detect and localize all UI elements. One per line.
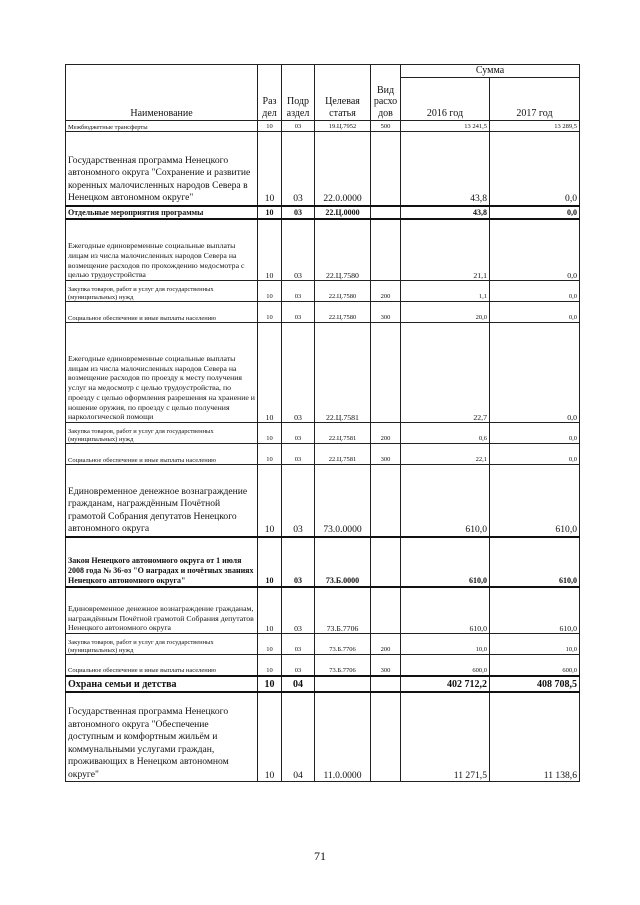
- row-podrazdel: 03: [282, 302, 315, 323]
- row-2016: 13 241,5: [401, 121, 490, 132]
- row-celevaya: 22.Ц.7581: [315, 444, 371, 465]
- row-podrazdel: 03: [282, 634, 315, 655]
- row-celevaya: 73.Б.7706: [315, 655, 371, 676]
- row-celevaya: 22.Ц.7580: [315, 281, 371, 302]
- row-vid: 200: [371, 634, 401, 655]
- row-2017: 408 708,5: [490, 676, 580, 692]
- row-2017: 600,0: [490, 655, 580, 676]
- row-razdel: 10: [258, 587, 282, 634]
- row-name: Государственная программа Ненецкого автономного округа "Обеспечение доступным и комфортным жильём и коммунальными услугами граждан, проживающих в Ненецком автономном округе": [66, 692, 258, 782]
- table-row: [66, 219, 580, 281]
- row-2016: 22,7: [401, 323, 490, 423]
- table-row: [66, 423, 580, 444]
- row-2016: 610,0: [401, 587, 490, 634]
- row-podrazdel: 04: [282, 676, 315, 692]
- header-celevaya: Целевая статья: [315, 65, 371, 121]
- row-2016: 0,6: [401, 423, 490, 444]
- row-2016: 610,0: [401, 537, 490, 587]
- row-podrazdel: 03: [282, 465, 315, 537]
- row-vid: [371, 676, 401, 692]
- row-vid: 200: [371, 281, 401, 302]
- row-vid: 500: [371, 121, 401, 132]
- header-2016: 2016 год: [401, 78, 490, 121]
- table-row: [66, 692, 580, 782]
- row-celevaya: 19.Ц.7952: [315, 121, 371, 132]
- row-name: Ежегодные единовременные социальные выплаты лицам из числа малочисленных народов Севера на возмещение расходов по проезду к месту получения услуг на медосмотр с целью трудоустройства, по проезду с целью оформления разрешения на хранение и ношение оружия, по проезду с целью получения наркологической помощи: [66, 323, 258, 423]
- row-vid: 200: [371, 423, 401, 444]
- row-razdel: 10: [258, 444, 282, 465]
- row-celevaya: 73.Б.0000: [315, 537, 371, 587]
- table-row: [66, 655, 580, 676]
- row-podrazdel: 03: [282, 323, 315, 423]
- row-podrazdel: 04: [282, 692, 315, 782]
- row-2017: 610,0: [490, 465, 580, 537]
- row-razdel: 10: [258, 676, 282, 692]
- header-summa: Сумма: [401, 65, 580, 78]
- row-celevaya: 73.0.0000: [315, 465, 371, 537]
- row-celevaya: 22.Ц.7581: [315, 323, 371, 423]
- row-vid: [371, 465, 401, 537]
- row-podrazdel: 03: [282, 219, 315, 281]
- table-row: [66, 281, 580, 302]
- row-celevaya: 22.Ц.0000: [315, 206, 371, 219]
- row-razdel: 10: [258, 634, 282, 655]
- row-celevaya: 73.Б.7706: [315, 587, 371, 634]
- row-razdel: 10: [258, 281, 282, 302]
- row-celevaya: [315, 676, 371, 692]
- row-name: Закупка товаров, работ и услуг для государственных (муниципальных) нужд: [66, 634, 258, 655]
- row-razdel: 10: [258, 537, 282, 587]
- header-razdel: Раз дел: [258, 65, 282, 121]
- row-celevaya: 22.Ц.7581: [315, 423, 371, 444]
- row-name: Закупка товаров, работ и услуг для государственных (муниципальных) нужд: [66, 281, 258, 302]
- row-2017: 610,0: [490, 537, 580, 587]
- row-2017: 0,0: [490, 219, 580, 281]
- row-2017: 0,0: [490, 206, 580, 219]
- row-name: Межбюджетные трансферты: [66, 121, 258, 132]
- row-celevaya: 22.Ц.7580: [315, 302, 371, 323]
- row-podrazdel: 03: [282, 206, 315, 219]
- row-razdel: 10: [258, 132, 282, 206]
- row-2017: 13 289,5: [490, 121, 580, 132]
- row-celevaya: 73.Б.7706: [315, 634, 371, 655]
- row-podrazdel: 03: [282, 537, 315, 587]
- row-2016: 43,8: [401, 206, 490, 219]
- row-name: Ежегодные единовременные социальные выплаты лицам из числа малочисленных народов Севера на возмещение расходов по прохождению медосмотра с целью трудоустройства: [66, 219, 258, 281]
- row-podrazdel: 03: [282, 655, 315, 676]
- row-2017: 0,0: [490, 281, 580, 302]
- row-podrazdel: 03: [282, 444, 315, 465]
- page-number: 71: [314, 849, 326, 863]
- header-podrazdel: Подр аздел: [282, 65, 315, 121]
- header-2017: 2017 год: [490, 78, 580, 121]
- row-2016: 20,0: [401, 302, 490, 323]
- table-row: [66, 634, 580, 655]
- row-name: Единовременное денежное вознаграждение гражданам, награждённым Почётной грамотой Собрания депутатов Ненецкого автономного округа: [66, 587, 258, 634]
- row-razdel: 10: [258, 302, 282, 323]
- row-celevaya: 11.0.0000: [315, 692, 371, 782]
- row-celevaya: 22.Ц.7580: [315, 219, 371, 281]
- row-vid: [371, 537, 401, 587]
- table-row: [66, 206, 580, 219]
- row-razdel: 10: [258, 655, 282, 676]
- row-2017: 0,0: [490, 444, 580, 465]
- row-2017: 0,0: [490, 132, 580, 206]
- row-name: Социальное обеспечение и иные выплаты населению: [66, 655, 258, 676]
- header-vid: Вид расхо дов: [371, 65, 401, 121]
- table-row: [66, 132, 580, 206]
- header-name: Наименование: [66, 65, 258, 121]
- table-row: [66, 465, 580, 537]
- row-2017: 0,0: [490, 302, 580, 323]
- row-vid: 300: [371, 302, 401, 323]
- row-2016: 402 712,2: [401, 676, 490, 692]
- table-row: [66, 587, 580, 634]
- row-2016: 1,1: [401, 281, 490, 302]
- row-2016: 600,0: [401, 655, 490, 676]
- row-podrazdel: 03: [282, 423, 315, 444]
- row-name: Государственная программа Ненецкого автономного округа "Сохранение и развитие коренных малочисленных народов Севера в Ненецком автономном округе": [66, 132, 258, 206]
- row-razdel: 10: [258, 465, 282, 537]
- row-vid: [371, 206, 401, 219]
- row-vid: 300: [371, 444, 401, 465]
- row-razdel: 10: [258, 219, 282, 281]
- row-2017: 610,0: [490, 587, 580, 634]
- row-razdel: 10: [258, 206, 282, 219]
- row-2016: 22,1: [401, 444, 490, 465]
- row-name: Единовременное денежное вознаграждение гражданам, награждённым Почётной грамотой Собрания депутатов Ненецкого автономного округа: [66, 465, 258, 537]
- row-razdel: 10: [258, 323, 282, 423]
- row-name: Отдельные мероприятия программы: [66, 206, 258, 219]
- row-name: Социальное обеспечение и иные выплаты населению: [66, 444, 258, 465]
- row-razdel: 10: [258, 692, 282, 782]
- row-podrazdel: 03: [282, 121, 315, 132]
- row-razdel: 10: [258, 121, 282, 132]
- table-row: [66, 676, 580, 692]
- row-name: Закупка товаров, работ и услуг для государственных (муниципальных) нужд: [66, 423, 258, 444]
- row-vid: [371, 132, 401, 206]
- row-podrazdel: 03: [282, 132, 315, 206]
- row-razdel: 10: [258, 423, 282, 444]
- row-2017: 0,0: [490, 323, 580, 423]
- table-row: [66, 537, 580, 587]
- row-podrazdel: 03: [282, 281, 315, 302]
- row-2017: 0,0: [490, 423, 580, 444]
- row-2016: 10,0: [401, 634, 490, 655]
- row-vid: [371, 587, 401, 634]
- row-2016: 43,8: [401, 132, 490, 206]
- row-vid: [371, 219, 401, 281]
- row-2017: 10,0: [490, 634, 580, 655]
- row-2016: 21,1: [401, 219, 490, 281]
- budget-table: [65, 64, 580, 782]
- row-2016: 610,0: [401, 465, 490, 537]
- row-name: Закон Ненецкого автономного округа от 1 июля 2008 года № 36-оз "О наградах и почётных званиях Ненецкого автономного округа": [66, 537, 258, 587]
- row-2016: 11 271,5: [401, 692, 490, 782]
- row-name: Социальное обеспечение и иные выплаты населению: [66, 302, 258, 323]
- table-row: [66, 302, 580, 323]
- table-row: [66, 444, 580, 465]
- row-vid: [371, 692, 401, 782]
- row-podrazdel: 03: [282, 587, 315, 634]
- table-row: [66, 121, 580, 132]
- row-name: Охрана семьи и детства: [66, 676, 258, 692]
- row-celevaya: 22.0.0000: [315, 132, 371, 206]
- row-vid: 300: [371, 655, 401, 676]
- table-row: [66, 323, 580, 423]
- row-vid: [371, 323, 401, 423]
- row-2017: 11 138,6: [490, 692, 580, 782]
